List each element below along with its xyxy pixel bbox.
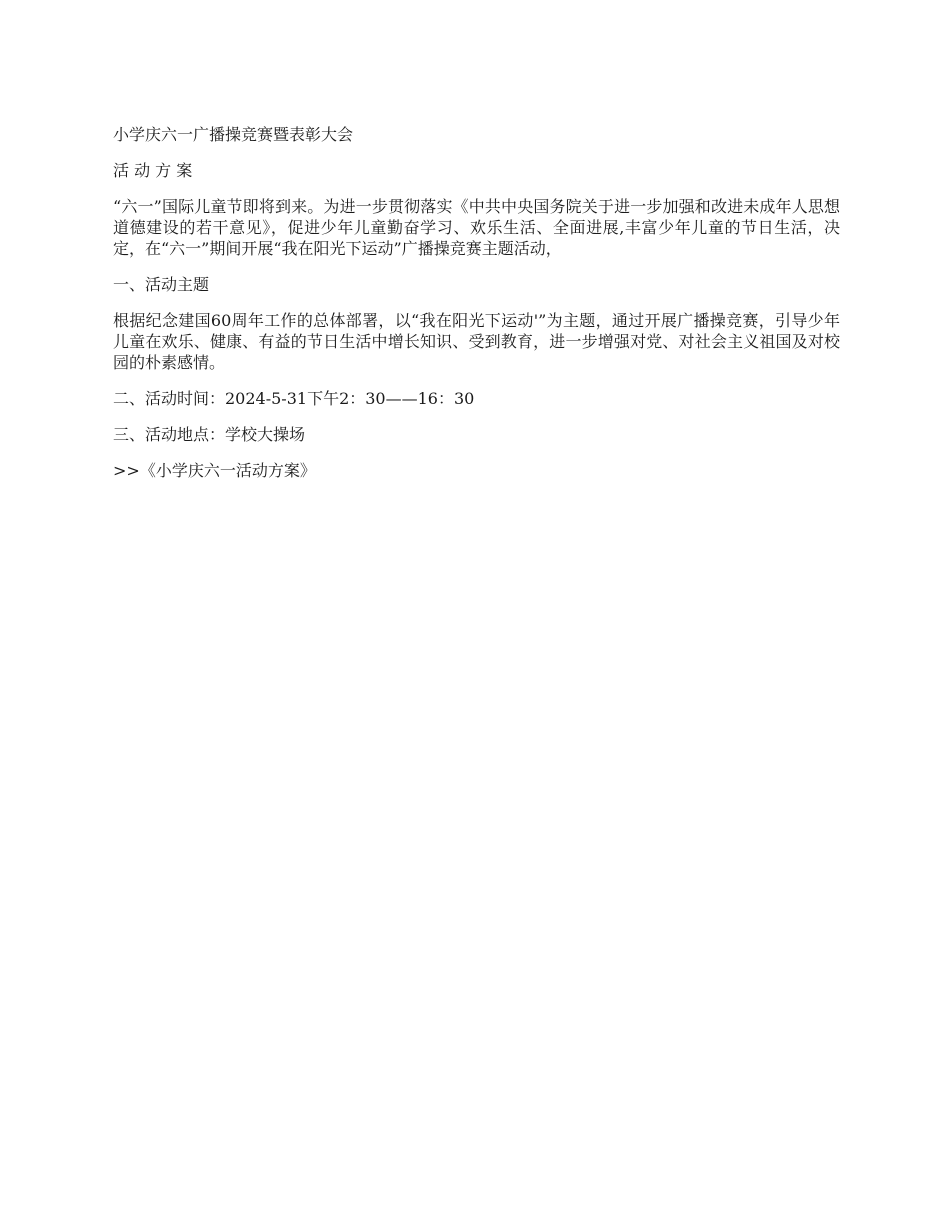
document-subtitle: 活 动 方 案: [113, 161, 193, 180]
section2-time: 二、活动时间：2024-5-31下午2：30——16：30: [113, 389, 475, 408]
related-link[interactable]: >>《小学庆六一活动方案》: [113, 461, 316, 480]
document-title: 小学庆六一广播操竞赛暨表彰大会: [113, 125, 354, 144]
section1-heading: 一、活动主题: [113, 275, 210, 294]
document-page: [113, 124, 840, 496]
section3-location: 三、活动地点：学校大操场: [113, 425, 306, 444]
intro-paragraph: “六一”国际儿童节即将到来。为进一步贯彻落实《中共中央国务院关于进一步加强和改进未成年人思想道德建设的若干意见》，促进少年儿童勤奋学习、欢乐生活、全面进展,丰富少年儿童的节日生活，决定，在“六一”期间开展“我在阳光下运动”广播操竞赛主题活动，: [113, 197, 840, 258]
section1-body: 根据纪念建国60周年工作的总体部署，以“我在阳光下运动'”为主题，通过开展广播操竞赛，引导少年儿童在欢乐、健康、有益的节日生活中增长知识、受到教育，进一步增强对党、对社会主义祖国及对校园的朴素感情。: [113, 311, 840, 372]
